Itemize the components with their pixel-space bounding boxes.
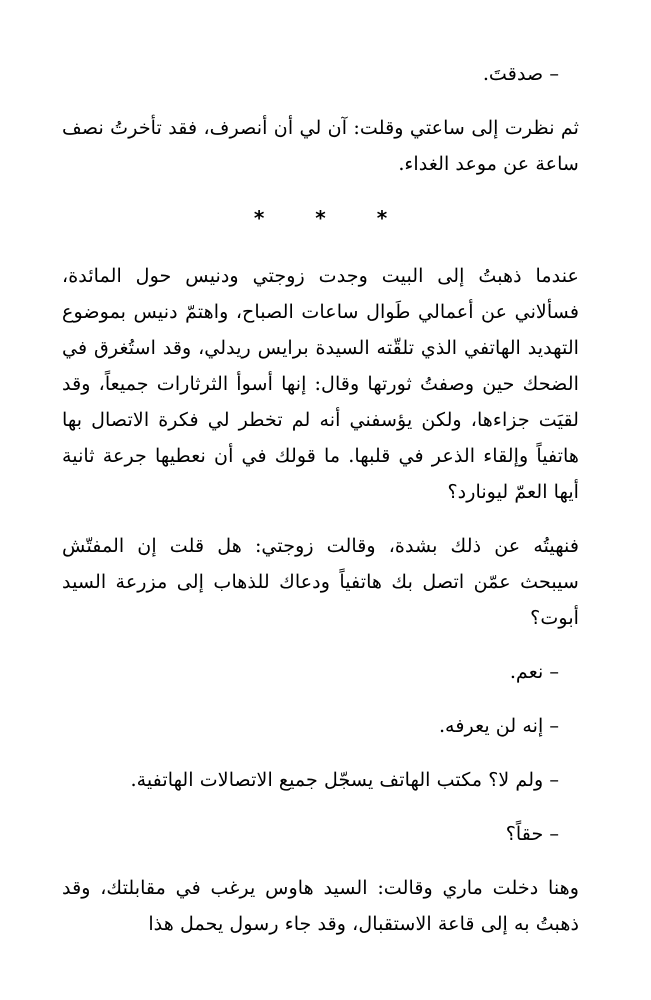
paragraph-at-home: عندما ذهبتُ إلى البيت وجدت زوجتي ودنيس حول المائدة، فسألاني عن أعمالي طَوال ساعات الصباح، واهتمّ دنيس بموضوع التهديد الهاتفي الذي تلقّته السيدة برايس ريدلي، وقد استُغرق في الضحك حين وصفتُ ثورتها وقال: إنها أسوأ الثرثارات جميعاً، وقد لقيَت جزاءها، ولكن يؤسفني أنه لم تخطر لي فكرة الاتصال بها هاتفياً وإلقاء الذعر في قلبها. ما قولك في أن نعطيها جرعة ثانية أيها العمّ ليونارد؟ [62,264,579,503]
dialogue-line-phone-office: – ولم لا؟ مكتب الهاتف يسجّل جميع الاتصالات الهاتفية. [130,768,559,791]
section-separator: * * * [253,206,410,230]
dialogue-line-yes: – نعم. [509,660,559,683]
book-page [62,56,579,960]
paragraph-wife-question: فنهيتُه عن ذلك بشدة، وقالت زوجتي: هل قلت إن المفتّش سيبحث عمّن اتصل بك هاتفياً ودعاك للذهاب إلى مزرعة السيد أبوت؟ [62,534,579,629]
paragraph-mary-enters: وهنا دخلت ماري وقالت: السيد هاوس يرغب في مقابلتك، وقد ذهبتُ به إلى قاعة الاستقبال، وقد جاء رسول يحمل هذا [62,876,579,935]
dialogue-line-you-are-right: – صدقتَ. [482,62,559,85]
dialogue-line-really: – حقاً؟ [505,822,559,845]
paragraph-leaving-for-lunch: ثم نظرت إلى ساعتي وقلت: آن لي أن أنصرف، فقد تأخرتُ نصف ساعة عن موعد الغداء. [62,116,579,175]
dialogue-line-wont-know: – إنه لن يعرفه. [438,714,559,737]
